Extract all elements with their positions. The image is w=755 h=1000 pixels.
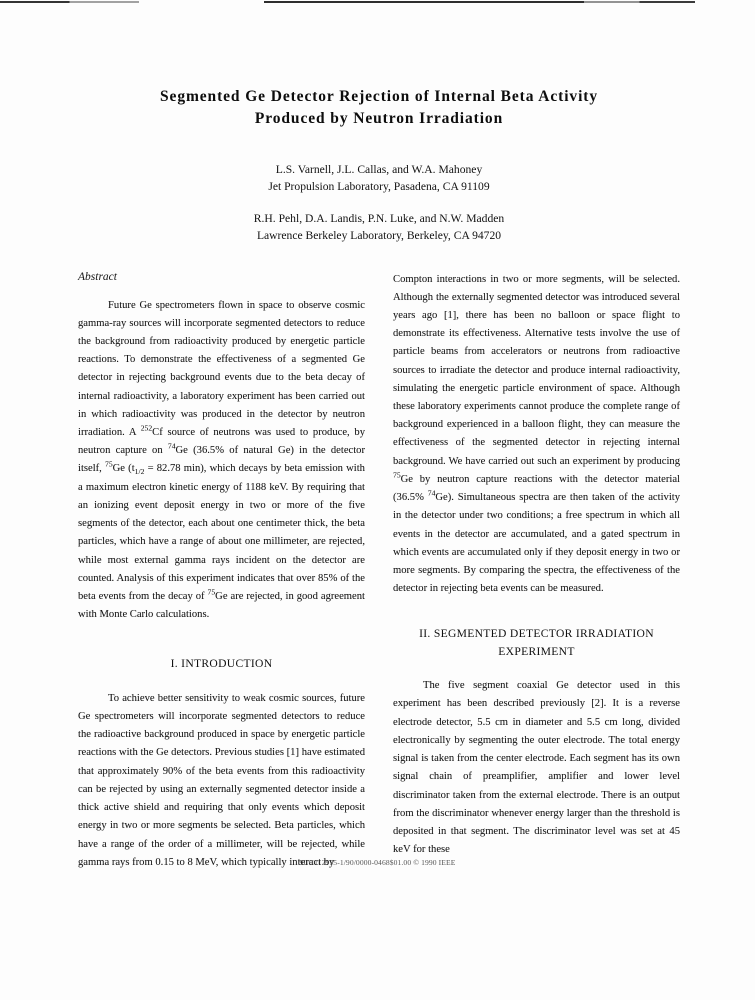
title-line-1: Segmented Ge Detector Rejection of Internal Beta Activity	[160, 88, 598, 105]
section-heading-line-1: II. SEGMENTED DETECTOR IRRADIATION	[419, 627, 654, 641]
copyright-footer: 9UC112975-1/90/0000-0468$01.00 © 1990 IEEE	[299, 858, 456, 867]
continuation-text-1: Compton interactions in two or more segments, will be selected. Although the externally segmented detector was introduced several years ago [1], there has been no balloon or space flight to demonstrate its effectiveness. Alternative tests involve the use of particle beams from accelerators or neutrons from radioactive sources to irradiate the detector and produce internal radioactivity, simulating the energetic particle environment of space. Although these laboratory experiments cannot produce the complete range of background experienced in a balloon flight, they can measure the effectiveness of the segmented detector in rejecting internal background. We have carried out such an experiment by producing	[393, 273, 680, 467]
continuation-paragraph	[393, 271, 680, 599]
page-content	[78, 0, 680, 883]
abstract-text-2: Cf source of neutrons was used to produce, by neutron capture on	[78, 427, 365, 457]
experiment-paragraph: The five segment coaxial Ge detector used in this experiment has been described previously [2]. It is a reverse electrode detector, 5.5 cm in diameter and 5.5 cm long, divided electronically by segmenting the outer electrode. The total energy signal is taken from the center electrode. Each segment has its own signal chain of preamplifier, amplifier and lower level discriminator taken from the external electrode. There is an output from the discriminator whenever energy larger than the threshold is deposited in that segment. The discriminator level was set at 45 keV for these	[393, 680, 680, 856]
author-names: L.S. Varnell, J.L. Callas, and W.A. Mahoney	[275, 162, 483, 176]
left-column	[78, 271, 365, 884]
author-affiliation: Lawrence Berkeley Laboratory, Berkeley, CA 94720	[256, 229, 502, 243]
superscript-ge74: 74	[427, 488, 436, 498]
right-column	[393, 271, 680, 884]
superscript-ge75-b: 75	[207, 587, 216, 597]
superscript-ge74: 74	[167, 441, 176, 451]
section-heading-experiment	[393, 625, 680, 660]
author-block-lbl	[78, 210, 680, 245]
abstract-paragraph	[78, 297, 365, 625]
abstract-text-6: Ge are rejected, in good agreement with Monte Carlo calculations.	[78, 591, 365, 621]
author-list	[78, 161, 680, 245]
abstract-heading: Abstract	[78, 270, 117, 283]
superscript-cf252: 252	[140, 423, 153, 433]
author-affiliation: Jet Propulsion Laboratory, Pasadena, CA 91109	[268, 180, 490, 194]
section-heading-introduction: I. INTRODUCTION	[170, 657, 273, 671]
superscript-ge75: 75	[105, 459, 113, 469]
author-block-jpl	[78, 161, 680, 196]
abstract-text-3: Ge (36.5% of natural Ge) in the detector itself,	[78, 445, 365, 475]
abstract-text-1: Future Ge spectrometers flown in space to observe cosmic gamma-ray sources will incorporate segmented detectors to reduce the background from radioactivity produced by energetic particle reactions. To demonstrate the effectiveness of a segmented Ge detector in rejecting background events due to the beta decay of internal radioactivity, a laboratory experiment has been carried out in which radioactivity was produced in the detector by neutron irradiation. A	[78, 299, 365, 439]
section-heading-line-2: EXPERIMENT	[498, 644, 575, 658]
continuation-text-2: Ge by neutron capture reactions with the detector material (36.5%	[393, 473, 680, 504]
superscript-ge75: 75	[393, 470, 401, 480]
two-column-body	[78, 271, 680, 884]
abstract-text-5: = 82.78 min), which decays by beta emission with a maximum electron kinetic energy of 1188 keV. By requiring that an ionizing event deposit energy in two or more of the five segments of the detector, each about one centimeter thick, the beta particles, which have a range of about one millimeter, are rejected, while most external gamma rays incident on the detector are counted. Analysis of this experiment indicates that over 85% of the beta events from the decay of	[78, 463, 365, 602]
page-title	[78, 86, 680, 131]
title-line-2: Produced by Neutron Irradiation	[254, 110, 504, 128]
continuation-text-3: Ge). Simultaneous spectra are then taken of the activity in the detector under two conditions; a free spectrum in which all events in the detector are accumulated, and a gated spectrum in which events are accumulated only if they deposit energy in two or more segments. By comparing the spectra, the effectiveness of the detector in rejecting beta events can be measured.	[393, 492, 680, 595]
author-names: R.H. Pehl, D.A. Landis, P.N. Luke, and N.W. Madden	[253, 211, 505, 225]
abstract-text-4: Ge (t	[112, 463, 135, 475]
introduction-paragraph: To achieve better sensitivity to weak cosmic sources, future Ge spectrometers will incorporate segmented detectors to reduce the radioactive background produced in space by energetic particle reactions with the Ge detectors. Previous studies [1] have estimated that approximately 90% of the beta events from this radioactivity can be rejected by using an externally segmented detector inside a thick active shield and requiring that only events which deposit energy in two or more segments be selected. Beta particles, which have a range of the order of a millimeter, will be rejected, while gamma rays from 0.15 to 8 MeV, which typically interact by	[78, 692, 365, 868]
subscript-half-life: 1/2	[134, 467, 145, 477]
